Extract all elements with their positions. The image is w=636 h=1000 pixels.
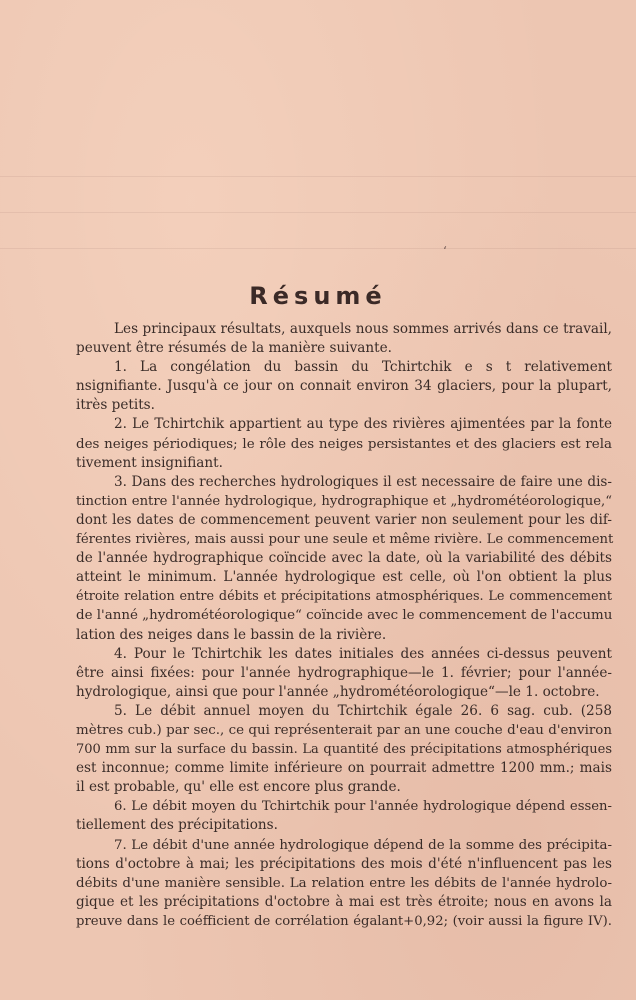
text-line: tiellement des précipitations. bbox=[76, 817, 278, 834]
text-line: 1. La congélation du bassin du Tchirtchik e s t relativement bbox=[114, 359, 612, 376]
summary-body bbox=[76, 320, 612, 931]
page-title: Résumé bbox=[249, 282, 387, 310]
text-line: des neiges périodiques; le rôle des neiges persistantes et des glaciers est rela bbox=[76, 436, 612, 452]
text-line: étroite relation entre débits et précipitations atmosphériques. Le commencement bbox=[76, 589, 612, 605]
text-line: de l'anné „hydrométéorologique“ coïncide avec le commencement de l'accumu bbox=[76, 608, 613, 624]
text-line: férentes rivières, mais aussi pour une seule et même rivière. Le commencement bbox=[76, 532, 614, 548]
text-line: tivement insignifiant. bbox=[76, 454, 223, 471]
text-line: 3. Dans des recherches hydrologiques il est necessaire de faire une dis- bbox=[114, 473, 612, 490]
text-line: lation des neiges dans le bassin de la rivière. bbox=[76, 626, 387, 643]
show-through-line bbox=[0, 176, 636, 177]
text-line: dont les dates de commencement peuvent varier non seulement pour les dif- bbox=[76, 511, 612, 528]
text-line: gique et les précipitations d'octobre à mai est très étroite; nous en avons la bbox=[76, 893, 612, 910]
show-through-line bbox=[0, 248, 636, 249]
text-line: 5. Le débit annuel moyen du Tchirtchik égale 26. 6 sag. cub. (258 bbox=[114, 702, 612, 719]
text-line: 7. Le débit d'une année hydrologique dépend de la somme des précipita- bbox=[114, 837, 612, 853]
text-line: preuve dans le coéfficient de corrélation égalant+0,92; (voir aussi la figure IV). bbox=[76, 913, 612, 929]
text-line: tinction entre l'année hydrologique, hydrographique et „hydrométéorologique,“ bbox=[76, 493, 612, 509]
text-line: débits d'une manière sensible. La relation entre les débits de l'année hydrolo- bbox=[76, 875, 612, 891]
text-line: peuvent être résumés de la manière suivante. bbox=[76, 340, 392, 357]
show-through-line bbox=[0, 212, 636, 213]
text-line: Les principaux résultats, auxquels nous sommes arrivés dans ce travail, bbox=[114, 321, 612, 337]
text-line: être ainsi fixées: pour l'année hydrographique—le 1. février; pour l'année- bbox=[76, 664, 612, 681]
text-line: 4. Pour le Tchirtchik les dates initiales des années ci-dessus peuvent bbox=[114, 645, 612, 662]
text-line: hydrologique, ainsi que pour l'année „hydrométéorologique“—le 1. octobre. bbox=[76, 683, 600, 700]
text-line: itrès petits. bbox=[76, 397, 155, 414]
text-line: 700 mm sur la surface du bassin. La quantité des précipitations atmosphériques bbox=[76, 742, 612, 758]
text-line: mètres cub.) par sec., ce qui représenterait par an une couche d'eau d'environ bbox=[76, 722, 612, 738]
text-line: nsignifiante. Jusqu'à ce jour on connait environ 34 glaciers, pour la plupart, bbox=[76, 378, 612, 395]
text-line: est inconnue; comme limite inférieure on pourrait admettre 1200 mm.; mais bbox=[76, 760, 612, 777]
text-line: il est probable, qu' elle est encore plus grande. bbox=[76, 779, 401, 796]
text-line: tions d'octobre à mai; les précipitations des mois d'été n'influencent pas les bbox=[76, 855, 612, 872]
ink-mark: ʻ bbox=[443, 244, 447, 258]
text-line: 2. Le Tchirtchik appartient au type des rivières ajimentées par la fonte bbox=[114, 416, 612, 433]
text-line: de l'année hydrographique coïncide avec la date, où la variabilité des débits bbox=[76, 550, 612, 567]
text-line: atteint le minimum. L'année hydrologique est celle, où l'on obtient la plus bbox=[76, 569, 612, 586]
text-line: 6. Le débit moyen du Tchirtchik pour l'année hydrologique dépend essen- bbox=[114, 799, 612, 815]
